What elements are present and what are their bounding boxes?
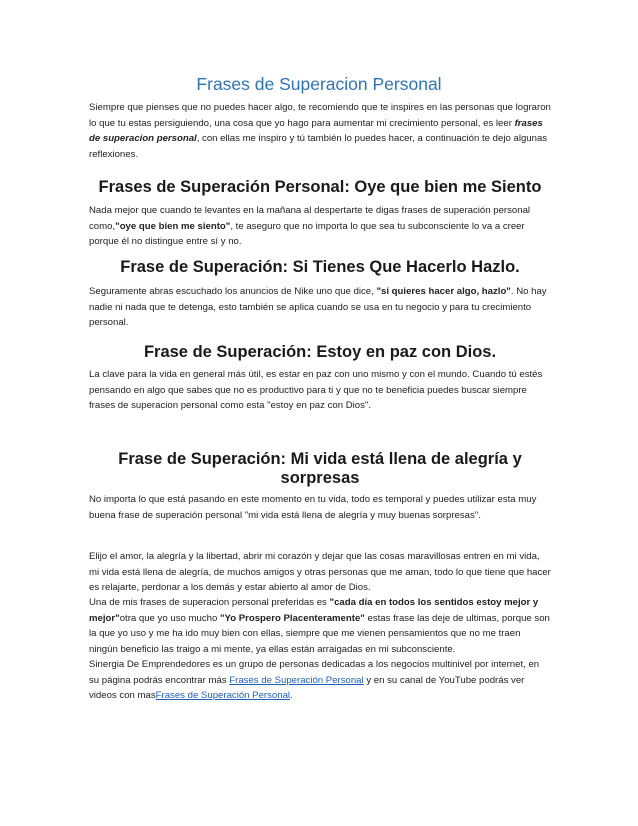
- section-paragraph-hazlo: [89, 284, 551, 331]
- p6-text-1: Una de mis frases de superacion personal preferidas es: [89, 597, 330, 608]
- frases-link-1[interactable]: Frases de Superación Personal: [229, 674, 364, 686]
- s1-bold-1: "oye que bien me siento": [115, 220, 231, 232]
- s2-bold-1: "si quieres hacer algo, hazlo": [376, 286, 511, 297]
- p6-text-3: estas frase las deje de ultimas, porque son la que yo uso y me ha ido muy bien con ellas, siempre que me vienen pensamientos que no me traen ningún beneficio las traigo a mi mente, ya ellas están arraigadas en mi subconsciente.: [89, 612, 550, 655]
- p6-text-2: otra que yo uso mucho: [119, 612, 220, 624]
- s1-text-2: , te aseguro que no importa lo que sea tu subconsciente lo va a creer porque él no distingue entre sí y no.: [89, 220, 525, 247]
- section-heading-alegria: Frase de Superación: Mi vida está llena de alegría y sorpresas: [118, 450, 522, 487]
- p6-bold-1: "cada día en todos los sentidos estoy mejor y mejor": [89, 597, 539, 624]
- s2-text-2: . No hay nadie ni nada que te detenga, esto también se aplica cuando se usa en tu negocio y para tu crecimiento personal.: [89, 286, 547, 328]
- intro-text-2: , con ellas me inspiro y tú también lo puedes hacer, a continuación te dejo algunas reflexiones.: [89, 133, 548, 160]
- intro-emphasis: frases de superacion personal: [89, 117, 543, 144]
- section-heading-oye: Frases de Superación Personal: Oye que bien me Siento: [98, 178, 542, 196]
- p6-bold-2: "Yo Prospero Placenteramente": [219, 612, 365, 624]
- p5-text: Elijo el amor, la alegría y la libertad, abrir mi corazón y dejar que las cosas maravillosas entren en mi vida, mi vida está llena de alegría, de muchos amigos y otras personas que me aman, todo lo que tiene que hacer es relajarte, perdonar a los demás y estar abierto al amor de Dios.: [89, 551, 551, 593]
- s2-text-1: Seguramente abras escuchado los anuncios de Nike uno que dice,: [89, 286, 377, 297]
- p7-text-1: Sinergia De Emprendedores es un grupo de personas dedicadas a los negocios multinivel por internet, en su página podrás encontrar más: [89, 659, 540, 686]
- section-heading-paz: Frase de Superación: Estoy en paz con Dios.: [143, 343, 497, 361]
- paragraph-amor: [89, 549, 551, 596]
- s1-text-1: Nada mejor que cuando te levantes en la mañana al despertarte te digas frases de superación personal como,: [89, 205, 531, 232]
- p7-text-2: y en su canal de YouTube podrás ver videos con mas: [89, 674, 525, 701]
- section-paragraph-alegria: [89, 492, 551, 523]
- p7-text-3: .: [290, 690, 293, 701]
- paragraph-sinergia: [89, 657, 551, 704]
- page-title: Frases de Superacion Personal: [196, 74, 442, 94]
- intro-text-1: Siempre que pienses que no puedes hacer algo, te recomiendo que te inspires en las personas que lograron lo que tu estas persiguiendo, una cosa que yo hago para aumentar mi crecimiento personal, es leer: [89, 102, 551, 129]
- section-heading-hazlo: Frase de Superación: Si Tienes Que Hacerlo Hazlo.: [120, 258, 520, 276]
- s4-text: No importa lo que está pasando en este momento en tu vida, todo es temporal y puedes utilizar esta muy buena frase de superación personal "mi vida está llena de alegría y muy buenas sorpresas".: [89, 494, 537, 521]
- section-paragraph-oye: [89, 203, 551, 250]
- paragraph-frases-preferidas: [89, 595, 551, 657]
- frases-link-2[interactable]: Frases de Superación Personal: [155, 690, 291, 701]
- intro-paragraph: [89, 100, 551, 162]
- s3-text: La clave para la vida en general más útil, es estar en paz con uno mismo y con el mundo. Cuando tú estés pensando en algo que sabes que no es productivo para ti y que no te beneficia puedes buscar siempre frases de superacion personal como esta "estoy en paz con Dios".: [89, 369, 543, 411]
- section-paragraph-paz: [89, 367, 551, 414]
